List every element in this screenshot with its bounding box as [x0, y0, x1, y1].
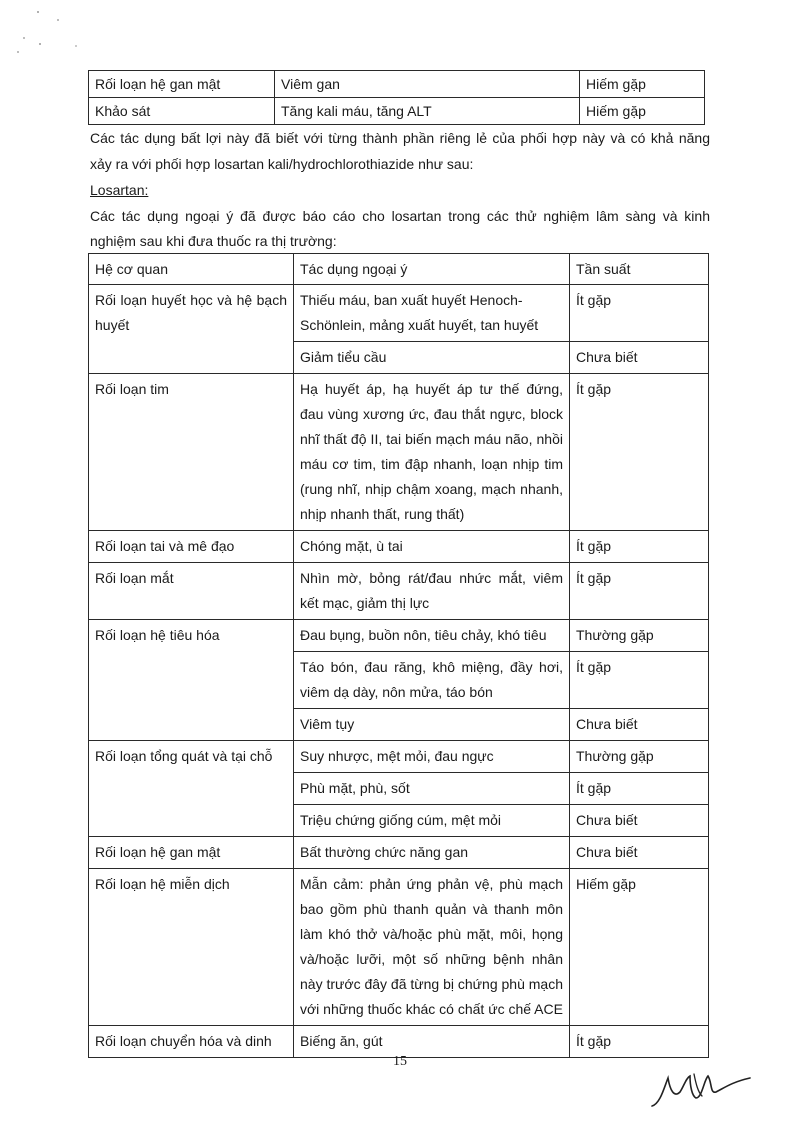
effect-cell: Táo bón, đau răng, khô miệng, đầy hơi, viêm dạ dày, nôn mửa, táo bón [294, 652, 570, 709]
effect-cell: Viêm gan [275, 71, 580, 98]
effect-cell: Chóng mặt, ù tai [294, 531, 570, 563]
frequency-cell: Ít gặp [570, 652, 709, 709]
system-cell: Rối loạn hệ gan mật [89, 71, 275, 98]
effect-cell: Bất thường chức năng gan [294, 837, 570, 869]
effect-cell: Biếng ăn, gút [294, 1026, 570, 1058]
frequency-cell: Hiếm gặp [570, 869, 709, 1026]
system-cell: Rối loạn hệ gan mật [89, 837, 294, 869]
effect-cell: Nhìn mờ, bỏng rát/đau nhức mắt, viêm kết mạc, giảm thị lực [294, 563, 570, 620]
section-heading-losartan: Losartan: [90, 182, 149, 198]
header-frequency: Tần suất [570, 254, 709, 285]
frequency-cell: Chưa biết [570, 709, 709, 741]
frequency-cell: Ít gặp [570, 531, 709, 563]
system-cell: Rối loạn huyết học và hệ bạch huyết [89, 285, 294, 374]
system-cell: Rối loạn chuyển hóa và dinh [89, 1026, 294, 1058]
system-cell: Rối loạn tai và mê đạo [89, 531, 294, 563]
frequency-cell: Thường gặp [570, 741, 709, 773]
frequency-cell: Thường gặp [570, 620, 709, 652]
system-cell: Rối loạn hệ miễn dịch [89, 869, 294, 1026]
frequency-cell: Ít gặp [570, 563, 709, 620]
table-row [89, 741, 709, 773]
effect-cell: Viêm tụy [294, 709, 570, 741]
intro-line-2: xảy ra với phối hợp losartan kali/hydrochlorothiazide như sau: [90, 156, 474, 172]
handwritten-signature [646, 1068, 756, 1113]
top-adverse-effects-table [88, 70, 705, 125]
effect-cell: Suy nhược, mệt mỏi, đau ngực [294, 741, 570, 773]
header-system: Hệ cơ quan [89, 254, 294, 285]
effect-cell: Triệu chứng giống cúm, mệt mỏi [294, 805, 570, 837]
frequency-cell: Ít gặp [570, 1026, 709, 1058]
frequency-cell: Chưa biết [570, 342, 709, 374]
frequency-cell: Ít gặp [570, 374, 709, 531]
effect-cell: Giảm tiểu cầu [294, 342, 570, 374]
table-row [89, 563, 709, 620]
scan-speckle-marks [14, 8, 94, 68]
effect-cell: Hạ huyết áp, hạ huyết áp tư thế đứng, đau vùng xương ức, đau thắt ngực, block nhĩ thất độ II, tai biến mạch máu não, nhồi máu cơ tim, tim đập nhanh, loạn nhịp tim (rung nhĩ, nhịp chậm xoang, mạch nhanh, nhịp nhanh thất, rung thất) [294, 374, 570, 531]
frequency-cell: Chưa biết [570, 837, 709, 869]
effect-cell: Tăng kali máu, tăng ALT [275, 98, 580, 125]
table-row [89, 869, 709, 1026]
frequency-cell: Ít gặp [570, 285, 709, 342]
system-cell: Khảo sát [89, 98, 275, 125]
system-cell: Rối loạn hệ tiêu hóa [89, 620, 294, 741]
table-row [89, 98, 705, 125]
table-row [89, 71, 705, 98]
effect-cell: Đau bụng, buồn nôn, tiêu chảy, khó tiêu [294, 620, 570, 652]
effect-cell: Mẫn cảm: phản ứng phản vệ, phù mạch bao gồm phù thanh quản và thanh môn làm khó thở và/hoặc phù mặt, môi, họng và/hoặc lưỡi, một số những bệnh nhân này trước đây đã từng bị chứng phù mạch với những thuốc khác có chất ức chế ACE [294, 869, 570, 1026]
effect-cell: Thiếu máu, ban xuất huyết Henoch-Schönlein, mảng xuất huyết, tan huyết [294, 285, 570, 342]
table-row [89, 837, 709, 869]
page-number: 15 [393, 1054, 407, 1069]
header-effect: Tác dụng ngoại ý [294, 254, 570, 285]
system-cell: Rối loạn mắt [89, 563, 294, 620]
frequency-cell: Hiếm gặp [580, 71, 705, 98]
intro-line-1: Các tác dụng bất lợi này đã biết với từng thành phần riêng lẻ của phối hợp này và có khả năng [90, 130, 710, 146]
system-cell: Rối loạn tổng quát và tại chỗ [89, 741, 294, 837]
effect-cell: Phù mặt, phù, sốt [294, 773, 570, 805]
table-row [89, 620, 709, 652]
table-row [89, 531, 709, 563]
system-cell: Rối loạn tim [89, 374, 294, 531]
table-header-row [89, 254, 709, 285]
section-intro-line-2: nghiệm sau khi đưa thuốc ra thị trường: [90, 233, 337, 249]
frequency-cell: Chưa biết [570, 805, 709, 837]
frequency-cell: Hiếm gặp [580, 98, 705, 125]
table-row [89, 285, 709, 342]
losartan-adverse-effects-table [88, 253, 709, 1058]
section-intro-line-1: Các tác dụng ngoại ý đã được báo cáo cho losartan trong các thử nghiệm lâm sàng và kinh [90, 208, 710, 224]
table-row [89, 374, 709, 531]
table-row [89, 1026, 709, 1058]
frequency-cell: Ít gặp [570, 773, 709, 805]
